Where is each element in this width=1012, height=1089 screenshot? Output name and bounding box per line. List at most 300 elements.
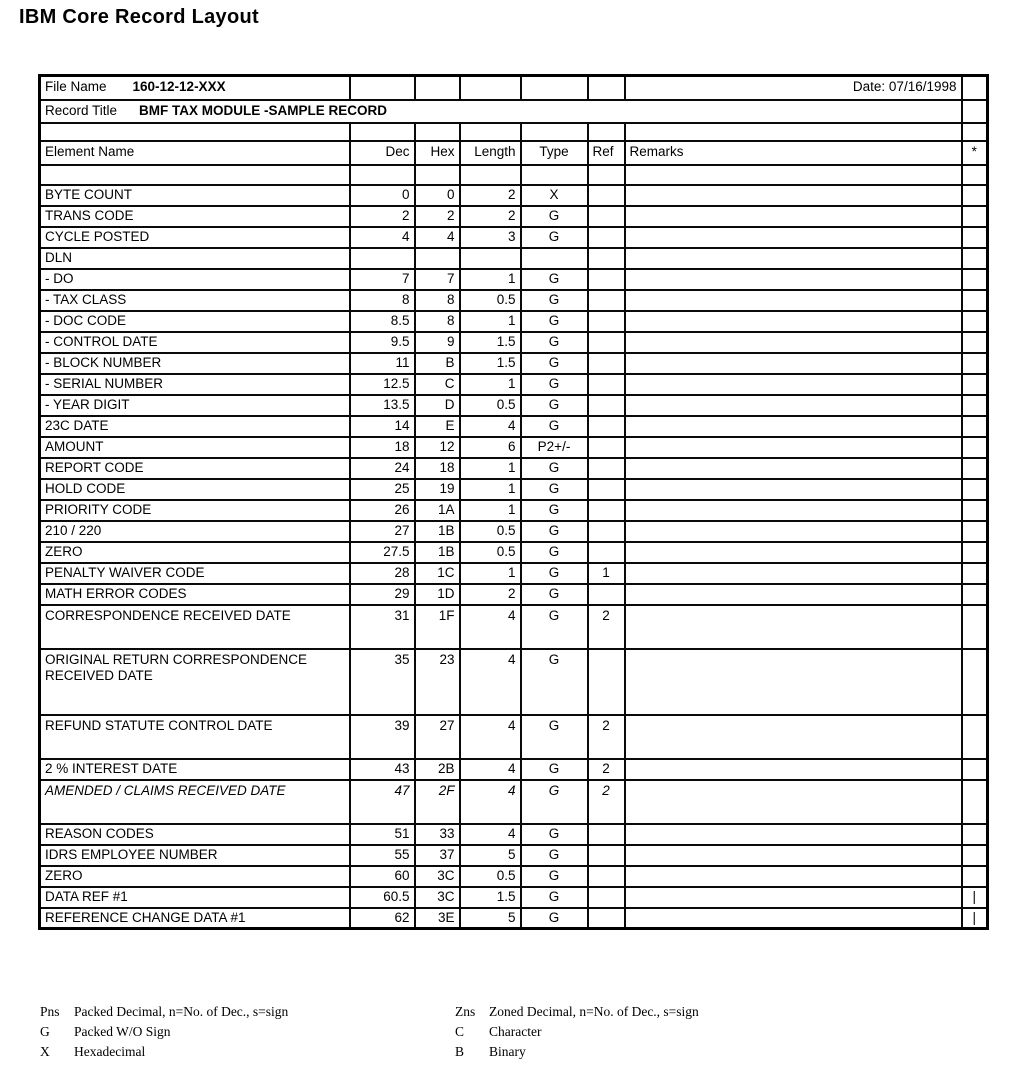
cell-remarks [625,887,962,908]
table-row [40,542,988,563]
cell-type: G [521,780,588,824]
cell-element-name: ZERO [40,542,350,563]
cell-length: 1 [460,311,521,332]
cell-remarks [625,227,962,248]
cell-flag-mark [962,563,988,584]
cell-type: G [521,845,588,866]
cell-dec: 14 [350,416,415,437]
cell-length: 4 [460,416,521,437]
cell-type: G [521,584,588,605]
legend-entry [40,1002,288,1022]
cell-length: 1.5 [460,887,521,908]
cell-hex: B [415,353,460,374]
cell-length: 5 [460,908,521,929]
cell-dec: 0 [350,185,415,206]
cell-remarks [625,311,962,332]
cell-type: G [521,395,588,416]
empty-cell [588,165,625,185]
record-title-value: BMF TAX MODULE -SAMPLE RECORD [139,102,388,118]
cell-ref [588,290,625,311]
cell-dec [350,248,415,269]
cell-type: G [521,311,588,332]
cell-hex: 1B [415,542,460,563]
cell-dec: 11 [350,353,415,374]
cell-length: 4 [460,649,521,715]
cell-hex: 3C [415,866,460,887]
cell-remarks [625,563,962,584]
cell-element-name: CORRESPONDENCE RECEIVED DATE [40,605,350,649]
cell-dec: 43 [350,759,415,780]
cell-length [460,248,521,269]
cell-type: G [521,206,588,227]
legend-description: Binary [489,1044,526,1059]
cell-flag-mark: | [962,908,988,929]
empty-cell [350,165,415,185]
cell-element-name: IDRS EMPLOYEE NUMBER [40,845,350,866]
legend-code: X [40,1044,50,1059]
cell-flag-mark [962,521,988,542]
empty-cell [521,165,588,185]
cell-hex: 2F [415,780,460,824]
cell-type [521,248,588,269]
cell-ref [588,227,625,248]
cell-dec: 29 [350,584,415,605]
cell-remarks [625,908,962,929]
cell-type: G [521,715,588,759]
cell-flag-mark [962,780,988,824]
table-row [40,780,988,824]
cell-element-name: CYCLE POSTED [40,227,350,248]
cell-remarks [625,845,962,866]
record-title-row [40,100,988,123]
cell-ref [588,395,625,416]
legend-description: Hexadecimal [74,1044,146,1059]
table-row [40,866,988,887]
cell-type: G [521,290,588,311]
cell-dec: 27.5 [350,542,415,563]
cell-dec: 26 [350,500,415,521]
cell-hex: 8 [415,311,460,332]
cell-hex: 33 [415,824,460,845]
cell-element-name: REFUND STATUTE CONTROL DATE [40,715,350,759]
cell-ref: 1 [588,563,625,584]
cell-flag-mark [962,269,988,290]
cell-element-name: ORIGINAL RETURN CORRESPONDENCE RECEIVED DATE [40,649,350,715]
cell-element-name: - CONTROL DATE [40,332,350,353]
empty-cell [521,123,588,141]
legend-description: Character [489,1024,542,1039]
cell-remarks [625,206,962,227]
table-row [40,824,988,845]
cell-flag-mark [962,395,988,416]
table-row [40,248,988,269]
cell-ref [588,908,625,929]
cell-hex [415,248,460,269]
cell-element-name: DATA REF #1 [40,887,350,908]
cell-ref [588,649,625,715]
empty-cell [350,123,415,141]
cell-element-name: - SERIAL NUMBER [40,374,350,395]
cell-element-name: 2 % INTEREST DATE [40,759,350,780]
cell-flag-mark [962,290,988,311]
table-row [40,395,988,416]
cell-remarks [625,437,962,458]
cell-element-name: REASON CODES [40,824,350,845]
cell-remarks [625,353,962,374]
cell-remarks [625,416,962,437]
cell-hex: 4 [415,227,460,248]
cell-ref [588,332,625,353]
cell-length: 0.5 [460,542,521,563]
cell-hex: 3E [415,908,460,929]
cell-remarks [625,759,962,780]
cell-ref [588,374,625,395]
cell-ref [588,866,625,887]
cell-element-name: ZERO [40,866,350,887]
cell-element-name: - TAX CLASS [40,290,350,311]
cell-dec: 24 [350,458,415,479]
cell-type: G [521,269,588,290]
table-row [40,649,988,715]
spacer-row [40,123,988,141]
cell-dec: 18 [350,437,415,458]
cell-hex: 9 [415,332,460,353]
cell-hex: 2 [415,206,460,227]
cell-element-name: - DOC CODE [40,311,350,332]
cell-element-name: 210 / 220 [40,521,350,542]
table-row [40,185,988,206]
corner-asterisk: * [962,141,988,165]
legend-entry [455,1022,699,1042]
cell-element-name: HOLD CODE [40,479,350,500]
cell-element-name: BYTE COUNT [40,185,350,206]
cell-type: G [521,227,588,248]
cell-flag-mark [962,649,988,715]
cell-type: G [521,649,588,715]
table-row [40,563,988,584]
table-row [40,311,988,332]
cell-flag-mark [962,584,988,605]
cell-ref [588,185,625,206]
cell-remarks [625,374,962,395]
cell-dec: 51 [350,824,415,845]
cell-hex: 1F [415,605,460,649]
table-row [40,887,988,908]
cell-flag-mark: | [962,887,988,908]
table-row [40,353,988,374]
cell-hex: 27 [415,715,460,759]
empty-cell [588,123,625,141]
cell-type: G [521,908,588,929]
record-title-label: Record Title [45,102,118,118]
table-row [40,374,988,395]
empty-cell [40,165,350,185]
cell-length: 1 [460,269,521,290]
cell-element-name: - DO [40,269,350,290]
table-row [40,290,988,311]
cell-dec: 55 [350,845,415,866]
cell-ref [588,521,625,542]
table-row [40,437,988,458]
legend-code: C [455,1024,465,1039]
cell-remarks [625,458,962,479]
legend-code: Pns [40,1004,60,1019]
cell-hex: 18 [415,458,460,479]
empty-cell [625,123,962,141]
cell-type: G [521,332,588,353]
empty-cell [415,123,460,141]
table-row [40,416,988,437]
corner-cell [962,76,988,100]
cell-type: G [521,605,588,649]
cell-element-name: MATH ERROR CODES [40,584,350,605]
cell-type: G [521,416,588,437]
cell-ref [588,500,625,521]
cell-remarks [625,715,962,759]
empty-cell [350,76,415,100]
cell-ref [588,206,625,227]
cell-length: 1 [460,500,521,521]
cell-length: 2 [460,206,521,227]
cell-length: 1 [460,458,521,479]
cell-type: G [521,353,588,374]
cell-hex: 19 [415,479,460,500]
table-row [40,845,988,866]
cell-hex: D [415,395,460,416]
cell-remarks [625,395,962,416]
cell-hex: E [415,416,460,437]
cell-ref: 2 [588,780,625,824]
type-legend-right [455,1002,699,1062]
cell-length: 1 [460,563,521,584]
file-name-cell [40,76,350,100]
cell-type: G [521,887,588,908]
cell-flag-mark [962,845,988,866]
cell-dec: 60.5 [350,887,415,908]
table-row [40,500,988,521]
table-row [40,715,988,759]
cell-hex: 1C [415,563,460,584]
cell-element-name: - BLOCK NUMBER [40,353,350,374]
cell-length: 1 [460,479,521,500]
cell-remarks [625,248,962,269]
record-layout-table [38,74,989,930]
cell-length: 0.5 [460,521,521,542]
cell-hex: 3C [415,887,460,908]
cell-hex: 1B [415,521,460,542]
type-legend-left [40,1002,288,1062]
cell-length: 4 [460,715,521,759]
legend-code: B [455,1044,465,1059]
table-row [40,458,988,479]
file-name-label: File Name [45,79,107,95]
cell-remarks [625,780,962,824]
cell-length: 4 [460,759,521,780]
cell-dec: 35 [350,649,415,715]
table-row [40,605,988,649]
cell-dec: 47 [350,780,415,824]
cell-length: 1.5 [460,353,521,374]
cell-flag-mark [962,542,988,563]
cell-remarks [625,649,962,715]
empty-cell [460,76,521,100]
cell-remarks [625,269,962,290]
cell-dec: 27 [350,521,415,542]
legend-entry [455,1002,699,1022]
column-header-type: Type [521,141,588,165]
cell-ref [588,416,625,437]
cell-ref [588,584,625,605]
cell-type: G [521,458,588,479]
cell-remarks [625,500,962,521]
cell-element-name: AMOUNT [40,437,350,458]
cell-hex: 0 [415,185,460,206]
empty-cell [460,165,521,185]
table-row [40,206,988,227]
cell-length: 5 [460,845,521,866]
cell-ref [588,542,625,563]
cell-length: 4 [460,605,521,649]
empty-cell [962,165,988,185]
column-header-hex: Hex [415,141,460,165]
cell-element-name: REFERENCE CHANGE DATA #1 [40,908,350,929]
cell-hex: C [415,374,460,395]
cell-dec: 62 [350,908,415,929]
cell-hex: 8 [415,290,460,311]
cell-remarks [625,866,962,887]
cell-hex: 1D [415,584,460,605]
cell-element-name: DLN [40,248,350,269]
cell-type: X [521,185,588,206]
empty-cell [588,76,625,100]
cell-dec: 4 [350,227,415,248]
cell-flag-mark [962,185,988,206]
cell-hex: 1A [415,500,460,521]
cell-length: 6 [460,437,521,458]
cell-flag-mark [962,715,988,759]
cell-remarks [625,584,962,605]
cell-remarks [625,542,962,563]
cell-type: G [521,759,588,780]
column-header-length: Length [460,141,521,165]
cell-flag-mark [962,866,988,887]
legend-code: G [40,1024,50,1039]
page-title: IBM Core Record Layout [19,6,259,28]
empty-cell [40,123,350,141]
cell-type: G [521,866,588,887]
file-name-row [40,76,988,100]
cell-remarks [625,605,962,649]
cell-ref [588,458,625,479]
cell-remarks [625,332,962,353]
file-name-value: 160-12-12-XXX [132,79,226,95]
empty-cell [460,123,521,141]
cell-dec: 8.5 [350,311,415,332]
cell-flag-mark [962,227,988,248]
table-row [40,269,988,290]
cell-flag-mark [962,332,988,353]
cell-ref [588,437,625,458]
cell-element-name: 23C DATE [40,416,350,437]
cell-hex: 37 [415,845,460,866]
column-header-element-name: Element Name [40,141,350,165]
cell-element-name: AMENDED / CLAIMS RECEIVED DATE [40,780,350,824]
cell-hex: 12 [415,437,460,458]
table-row [40,479,988,500]
cell-dec: 60 [350,866,415,887]
cell-ref: 2 [588,759,625,780]
cell-ref: 2 [588,605,625,649]
cell-flag-mark [962,353,988,374]
cell-length: 3 [460,227,521,248]
empty-cell [625,165,962,185]
cell-flag-mark [962,311,988,332]
blank-row [40,165,988,185]
cell-type: G [521,479,588,500]
cell-ref [588,269,625,290]
cell-dec: 28 [350,563,415,584]
cell-ref [588,353,625,374]
column-header-row [40,141,988,165]
cell-ref [588,248,625,269]
column-header-dec: Dec [350,141,415,165]
cell-ref [588,479,625,500]
cell-hex: 7 [415,269,460,290]
column-header-remarks: Remarks [625,141,962,165]
cell-length: 0.5 [460,290,521,311]
cell-hex: 2B [415,759,460,780]
date-cell: Date: 07/16/1998 [625,76,962,100]
cell-ref [588,845,625,866]
column-header-ref: Ref [588,141,625,165]
cell-remarks [625,185,962,206]
cell-element-name: - YEAR DIGIT [40,395,350,416]
table-row [40,908,988,929]
table-row [40,759,988,780]
cell-flag-mark [962,759,988,780]
cell-dec: 2 [350,206,415,227]
table-row [40,521,988,542]
cell-remarks [625,290,962,311]
cell-length: 0.5 [460,866,521,887]
cell-length: 0.5 [460,395,521,416]
table-row [40,332,988,353]
cell-flag-mark [962,374,988,395]
cell-remarks [625,521,962,542]
cell-length: 4 [460,780,521,824]
corner-cell [962,100,988,123]
cell-flag-mark [962,500,988,521]
cell-dec: 9.5 [350,332,415,353]
cell-type: G [521,374,588,395]
cell-element-name: REPORT CODE [40,458,350,479]
cell-length: 2 [460,185,521,206]
cell-type: P2+/- [521,437,588,458]
cell-length: 2 [460,584,521,605]
legend-description: Packed Decimal, n=No. of Dec., s=sign [74,1004,289,1019]
cell-dec: 25 [350,479,415,500]
table-row [40,584,988,605]
legend-entry [40,1042,288,1062]
cell-remarks [625,479,962,500]
cell-type: G [521,500,588,521]
cell-ref [588,311,625,332]
cell-flag-mark [962,824,988,845]
cell-type: G [521,542,588,563]
cell-flag-mark [962,605,988,649]
cell-dec: 7 [350,269,415,290]
cell-ref [588,887,625,908]
